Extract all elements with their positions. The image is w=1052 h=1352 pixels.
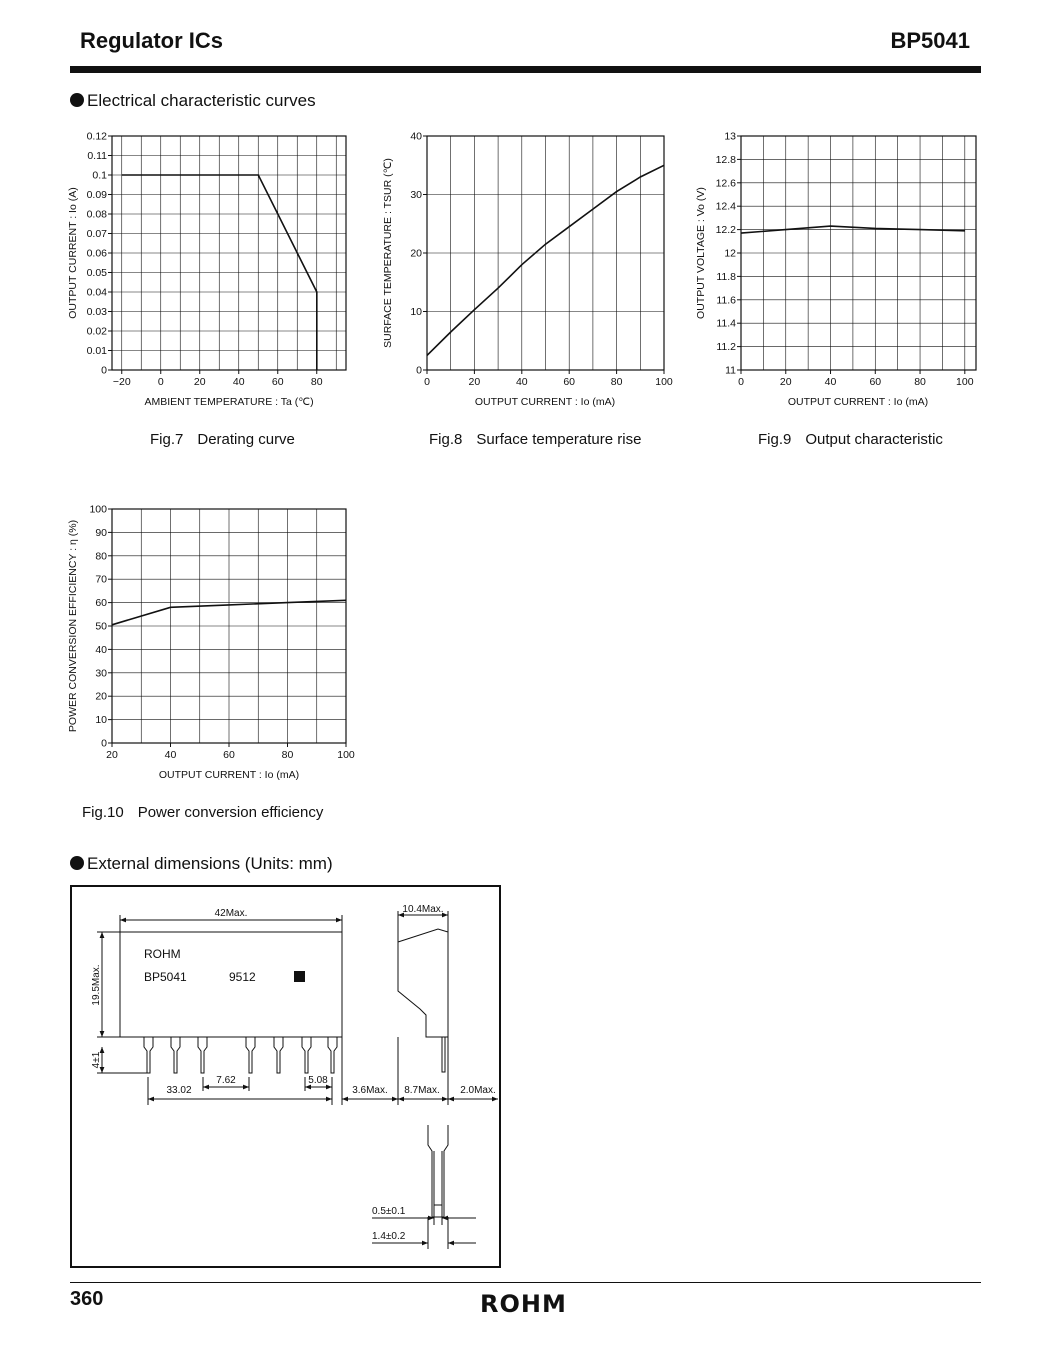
fig10-ytick-label: 60 xyxy=(95,597,107,610)
fig10-ytick-label: 30 xyxy=(95,667,107,680)
fig10-xtick-label: 100 xyxy=(337,749,355,761)
dimensions-drawing xyxy=(72,887,499,1266)
fig8-xtick-label: 80 xyxy=(610,376,623,388)
fig7-ytick-label: 0.12 xyxy=(86,130,107,143)
fig7-xtick-label: 60 xyxy=(271,376,284,388)
fig10-chart xyxy=(67,504,355,782)
dimensions-section-label: External dimensions (Units: mm) xyxy=(87,854,333,873)
fig7-ytick-label: 0.04 xyxy=(86,286,107,299)
fig8-caption-title: Surface temperature rise xyxy=(476,431,642,448)
fig8-chart xyxy=(382,131,673,409)
fig7-ytick-label: 0.07 xyxy=(86,228,107,240)
dim-lead-offset: 2.0Max. xyxy=(460,1085,496,1096)
fig8-ylabel: SURFACE TEMPERATURE : TSUR (℃) xyxy=(382,158,394,348)
fig7-ytick-label: 0.09 xyxy=(86,189,107,201)
fig7-ytick-label: 0 xyxy=(101,364,107,377)
fig7-xtick-label: −20 xyxy=(112,376,131,388)
fig10-ytick-label: 20 xyxy=(95,690,107,703)
fig10-xtick-label: 20 xyxy=(106,749,118,761)
fig9-ytick-label: 11 xyxy=(725,364,736,377)
fig7-caption-title: Derating curve xyxy=(197,431,295,448)
fig10-xtick-label: 60 xyxy=(223,749,235,761)
fig8-ytick-label: 40 xyxy=(410,130,422,143)
marking-part: BP5041 xyxy=(144,970,187,984)
fig7-ytick-label: 0.11 xyxy=(87,150,107,162)
footer-rule xyxy=(70,1282,981,1283)
fig7-ytick-label: 0.05 xyxy=(86,267,107,279)
fig8-xtick-label: 40 xyxy=(515,376,528,388)
fig7-ytick-label: 0.03 xyxy=(86,306,107,318)
fig7-xtick-label: 80 xyxy=(310,376,323,388)
fig7-caption-number: Fig.7 xyxy=(150,431,184,448)
fig7-xtick-label: 20 xyxy=(193,376,206,388)
fig10-ytick-label: 100 xyxy=(89,503,107,516)
package-pins xyxy=(144,1037,337,1073)
fig7-ytick-label: 0.1 xyxy=(92,169,107,182)
marking-lot: 9512 xyxy=(229,970,256,984)
lead-detail xyxy=(428,1125,448,1217)
fig7-xtick-label: 0 xyxy=(157,376,164,388)
fig9-ytick-label: 11.2 xyxy=(716,341,736,354)
fig10-caption xyxy=(82,804,323,821)
fig9-ytick-label: 12.2 xyxy=(715,224,736,237)
fig9-ytick-label: 12.8 xyxy=(715,153,736,166)
dim-pin-offset: 3.6Max. xyxy=(352,1085,388,1096)
fig10-ytick-label: 10 xyxy=(95,714,107,727)
header-part-number: BP5041 xyxy=(890,28,970,53)
fig9-ytick-label: 13 xyxy=(724,130,736,143)
fig10-ylabel: POWER CONVERSION EFFICIENCY : η (%) xyxy=(67,519,79,733)
fig8-ytick-label: 0 xyxy=(416,364,422,377)
fig7-xlabel: AMBIENT TEMPERATURE : Ta (℃) xyxy=(144,396,314,408)
fig10-caption-title: Power conversion efficiency xyxy=(137,804,324,821)
fig9-ytick-label: 11.6 xyxy=(716,294,736,307)
fig9-xtick-label: 40 xyxy=(824,376,837,388)
fig10-ytick-label: 40 xyxy=(95,643,107,656)
fig7-xtick-label: 40 xyxy=(232,376,245,388)
fig8-xtick-label: 20 xyxy=(468,376,481,388)
fig7-ytick-label: 0.01 xyxy=(86,345,107,357)
fig7-ytick-label: 0.06 xyxy=(86,247,107,260)
fig7-ylabel: OUTPUT CURRENT : Io (A) xyxy=(67,187,79,319)
header-category: Regulator ICs xyxy=(80,28,224,53)
fig8-ytick-label: 30 xyxy=(410,189,422,201)
package-side-view xyxy=(398,929,448,1037)
fig9-xtick-label: 80 xyxy=(914,376,926,388)
fig9-xtick-label: 20 xyxy=(779,376,792,388)
dim-body-depth: 8.7Max. xyxy=(404,1085,440,1096)
dim-pin-span: 33.02 xyxy=(166,1085,192,1096)
fig7-chart xyxy=(67,131,346,409)
fig9-xtick-label: 0 xyxy=(738,376,744,388)
dim-lead-length: 4±1 xyxy=(91,1051,102,1069)
fig9-xlabel: OUTPUT CURRENT : Io (mA) xyxy=(787,396,929,408)
fig8-caption xyxy=(429,431,641,448)
fig8-xtick-label: 100 xyxy=(655,376,673,388)
fig8-ytick-label: 10 xyxy=(410,306,422,318)
fig7-ytick-label: 0.08 xyxy=(86,208,107,221)
fig8-caption-number: Fig.8 xyxy=(429,431,463,448)
fig8-xlabel: OUTPUT CURRENT : Io (mA) xyxy=(474,396,616,408)
curves-section-label: Electrical characteristic curves xyxy=(87,91,316,110)
marking-dot xyxy=(294,971,305,982)
dim-pitch-gap: 7.62 xyxy=(216,1075,236,1086)
fig9-chart xyxy=(695,131,976,409)
fig10-ytick-label: 80 xyxy=(95,550,107,563)
fig7-caption xyxy=(150,431,295,448)
rohm-logo: ROHM xyxy=(480,1290,567,1318)
fig8-xtick-label: 60 xyxy=(563,376,576,388)
fig10-ytick-label: 50 xyxy=(95,620,107,633)
fig9-ytick-label: 11.4 xyxy=(716,317,736,330)
fig9-caption-title: Output characteristic xyxy=(805,431,943,448)
fig9-xtick-label: 100 xyxy=(956,376,974,388)
fig10-ytick-label: 0 xyxy=(101,737,107,750)
fig10-xlabel: OUTPUT CURRENT : Io (mA) xyxy=(158,769,300,781)
fig10-ytick-label: 70 xyxy=(95,573,107,586)
fig8-xtick-label: 0 xyxy=(424,376,430,388)
dim-pitch: 5.08 xyxy=(308,1075,328,1086)
fig9-caption xyxy=(758,431,943,448)
dim-height-max: 19.5Max. xyxy=(91,964,102,1006)
fig9-ytick-label: 12.6 xyxy=(715,177,736,190)
dim-lead-width: 1.4±0.2 xyxy=(372,1231,406,1242)
fig9-caption-number: Fig.9 xyxy=(758,431,792,448)
fig9-ytick-label: 12.4 xyxy=(715,200,736,213)
dimensions-box xyxy=(70,885,501,1268)
bullet-icon xyxy=(70,856,84,870)
fig9-ytick-label: 12 xyxy=(724,247,736,260)
dimensions-section-title xyxy=(70,854,333,874)
page-number: 360 xyxy=(70,1288,104,1310)
dim-length-max: 42Max. xyxy=(214,908,248,919)
fig7-ytick-label: 0.02 xyxy=(86,325,107,338)
fig10-xtick-label: 80 xyxy=(281,749,294,761)
fig10-ytick-label: 90 xyxy=(95,526,107,539)
dim-lead-thickness: 0.5±0.1 xyxy=(372,1206,406,1217)
fig10-xtick-label: 40 xyxy=(164,749,177,761)
fig10-caption-number: Fig.10 xyxy=(82,804,124,821)
fig9-ylabel: OUTPUT VOLTAGE : Vo (V) xyxy=(695,187,707,319)
fig8-ytick-label: 20 xyxy=(410,247,422,260)
marking-maker: ROHM xyxy=(144,947,181,961)
fig9-ytick-label: 11.8 xyxy=(716,270,736,283)
dim-thickness-max: 10.4Max. xyxy=(402,904,444,915)
fig9-xtick-label: 60 xyxy=(869,376,882,388)
